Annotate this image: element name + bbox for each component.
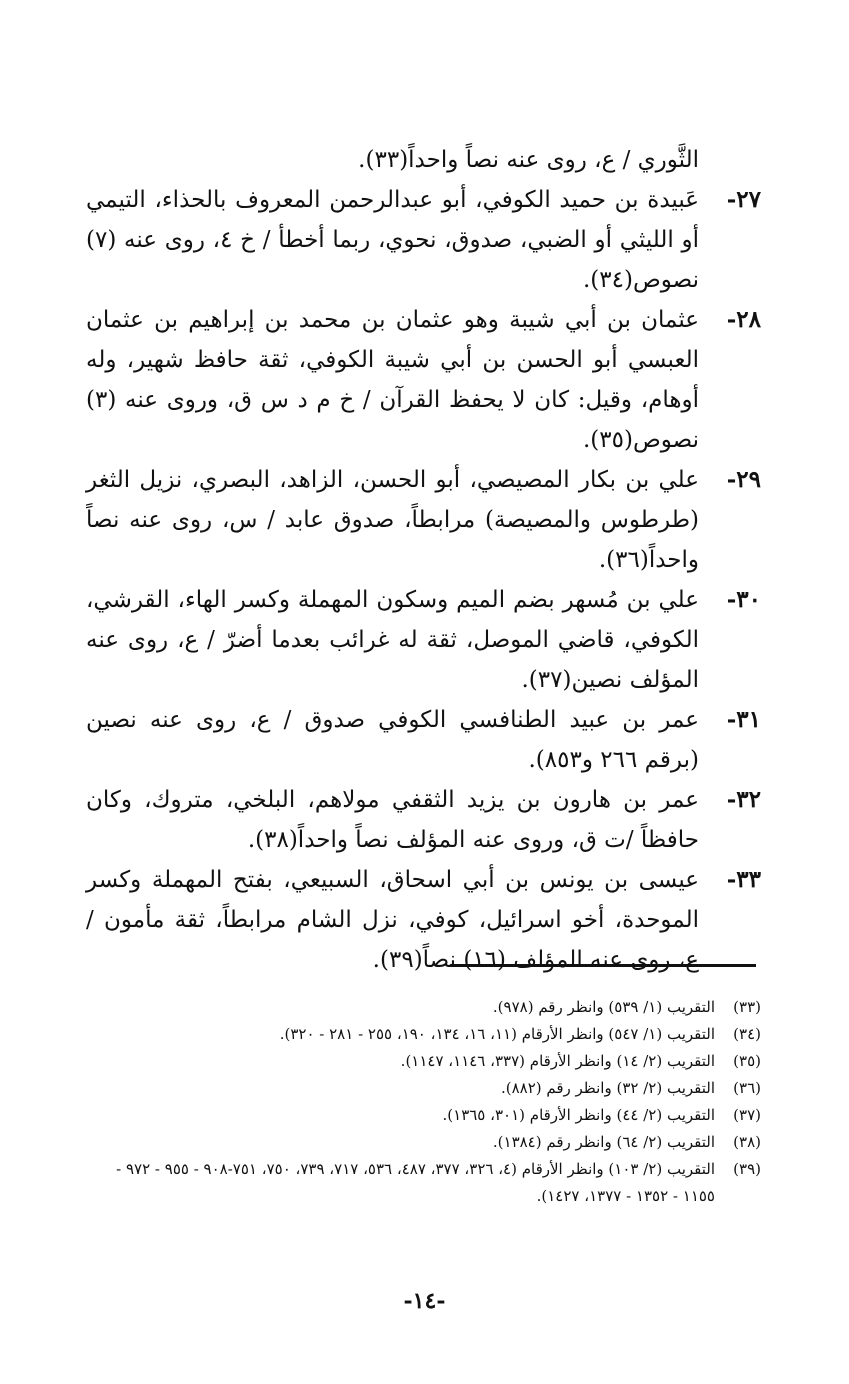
entry-number: ٣١- bbox=[726, 706, 761, 733]
footnote-text: التقريب (١/ ٥٣٩) وانظر رقم (٩٧٨). bbox=[492, 998, 715, 1016]
footnote-divider bbox=[450, 964, 756, 967]
entry-28 bbox=[86, 300, 761, 460]
entry-31 bbox=[86, 700, 761, 780]
entry-text: عمر بن عبيد الطنافسي الكوفي صدوق / ع، روى عنه نصين (برقم ٢٦٦ و٨٥٣). bbox=[86, 707, 699, 773]
entry-text: عَبيدة بن حميد الكوفي، أبو عبدالرحمن المعروف بالحذاء، التيمي أو الليثي أو الضبي، صدوق، نحوي، ربما أخطأ / خ ٤، روى عنه (٧) نصوص(٣٤). bbox=[86, 187, 699, 293]
footnote-35 bbox=[81, 1048, 761, 1075]
entry-number: ٣٢- bbox=[726, 786, 761, 813]
footnote-36 bbox=[81, 1075, 761, 1102]
footnote-39 bbox=[81, 1156, 761, 1210]
entry-29 bbox=[86, 460, 761, 580]
entry-text: عيسى بن يونس بن أبي اسحاق، السبيعي، بفتح المهملة وكسر الموحدة، أخو اسرائيل، كوفي، نزل الشام مرابطاً، ثقة مأمون / ع، روى عنه المؤلف (١٦) نصاً(٣٩). bbox=[86, 867, 699, 973]
footnote-number: (٣٧) bbox=[733, 1106, 761, 1124]
footnote-text: التقريب (٢/ ٣٢) وانظر رقم (٨٨٢). bbox=[500, 1079, 715, 1097]
footnote-38 bbox=[81, 1129, 761, 1156]
footnote-text: التقريب (٢/ ٦٤) وانظر رقم (١٣٨٤). bbox=[492, 1133, 715, 1151]
entry-number: ٣٠- bbox=[726, 586, 761, 613]
footnote-37 bbox=[81, 1102, 761, 1129]
footnote-text: التقريب (٢/ ٤٤) وانظر الأرقام (٣٠١، ١٣٦٥). bbox=[442, 1106, 715, 1124]
entry-text: عثمان بن أبي شيبة وهو عثمان بن محمد بن إبراهيم بن عثمان العبسي أبو الحسن بن أبي شيبة الكوفي، ثقة حافظ شهير، وله أوهام، وقيل: كان لا يحفظ القرآن / خ م د س ق، وروى عنه (٣) نصوص(٣٥). bbox=[86, 307, 699, 453]
entry-number: ٢٩- bbox=[726, 466, 761, 493]
footnote-text: التقريب (١/ ٥٤٧) وانظر الأرقام (١١، ١٦، ١٣٤، ١٩٠، ٢٥٥ - ٢٨١ - ٣٢٠). bbox=[279, 1025, 715, 1043]
entry-text: علي بن مُسهر بضم الميم وسكون المهملة وكسر الهاء، القرشي، الكوفي، قاضي الموصل، ثقة له غرائب بعدما أضرّ / ع، روى عنه المؤلف نصين(٣٧). bbox=[86, 587, 699, 693]
footnote-number: (٣٨) bbox=[733, 1133, 761, 1151]
footnote-number: (٣٦) bbox=[733, 1079, 761, 1097]
entry-number: ٢٧- bbox=[726, 186, 761, 213]
entry-number: ٣٣- bbox=[726, 866, 761, 893]
footnote-number: (٣٤) bbox=[733, 1025, 761, 1043]
entry-33 bbox=[86, 860, 761, 980]
entry-text: عمر بن هارون بن يزيد الثقفي مولاهم، البلخي، متروك، وكان حافظاً /ت ق، وروى عنه المؤلف نصاً واحداً(٣٨). bbox=[86, 787, 699, 853]
footnote-text: التقريب (٢/ ١٤) وانظر الأرقام (٣٣٧، ١١٤٦، ١١٤٧). bbox=[400, 1052, 715, 1070]
entry-30 bbox=[86, 580, 761, 700]
footnote-34 bbox=[81, 1021, 761, 1048]
entry-number: ٢٨- bbox=[726, 306, 761, 333]
page-number: -١٤- bbox=[403, 1288, 446, 1314]
footnote-text: التقريب (٢/ ١٠٣) وانظر الأرقام (٤، ٣٢٦، ٣٧٧، ٤٨٧، ٥٣٦، ٧١٧، ٧٣٩، ٧٥٠، ٧٥١-٩٠٨ - ٩٥٥ - ٩٧٢ - ١١٥٥ - ١٣٥٢ - ١٣٧٧، ١٤٢٧). bbox=[116, 1160, 715, 1205]
footnotes bbox=[81, 994, 761, 1210]
footnote-number: (٣٩) bbox=[733, 1160, 761, 1178]
entry-continuation bbox=[86, 140, 761, 180]
footnote-number: (٣٥) bbox=[733, 1052, 761, 1070]
entry-text: علي بن بكار المصيصي، أبو الحسن، الزاهد، البصري، نزيل الثغر (طرطوس والمصيصة) مرابطاً، صدوق عابد / س، روى عنه نصاً واحداً(٣٦). bbox=[86, 467, 699, 573]
entry-text: الثَّوري / ع، روى عنه نصاً واحداً(٣٣). bbox=[358, 147, 699, 173]
footnote-33 bbox=[81, 994, 761, 1021]
biography-entries bbox=[86, 140, 761, 980]
entry-32 bbox=[86, 780, 761, 860]
footnote-number: (٣٣) bbox=[733, 998, 761, 1016]
entry-27 bbox=[86, 180, 761, 300]
